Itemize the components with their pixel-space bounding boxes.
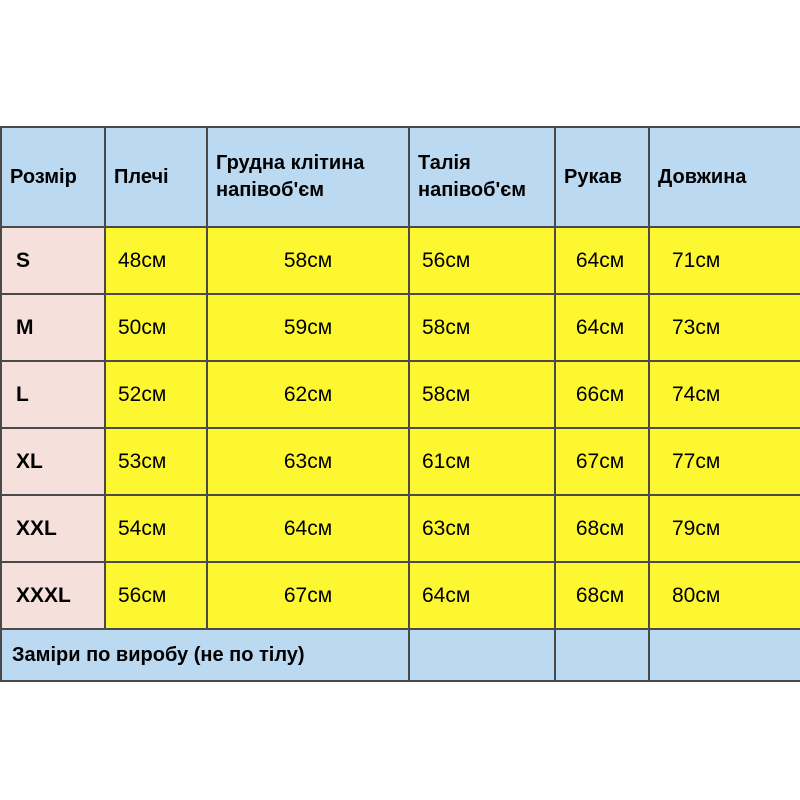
note-empty-cell-waist — [409, 629, 555, 681]
cell-size: M — [1, 294, 105, 361]
column-header-waist — [409, 127, 555, 227]
cell-size: XL — [1, 428, 105, 495]
cell-length: 77см — [649, 428, 800, 495]
cell-waist: 58см — [409, 361, 555, 428]
table-row — [1, 495, 800, 562]
cell-chest: 64см — [207, 495, 409, 562]
cell-sleeve: 68см — [555, 495, 649, 562]
cell-waist: 56см — [409, 227, 555, 294]
column-header-sleeve-label: Рукав — [564, 165, 622, 188]
size-chart-container — [0, 126, 800, 682]
cell-waist: 58см — [409, 294, 555, 361]
cell-length: 74см — [649, 361, 800, 428]
table-row — [1, 428, 800, 495]
cell-waist: 63см — [409, 495, 555, 562]
cell-size: XXXL — [1, 562, 105, 629]
cell-waist: 61см — [409, 428, 555, 495]
cell-sleeve: 64см — [555, 227, 649, 294]
cell-shoulders: 56см — [105, 562, 207, 629]
cell-sleeve: 67см — [555, 428, 649, 495]
cell-sleeve: 68см — [555, 562, 649, 629]
table-row — [1, 562, 800, 629]
table-note-row — [1, 629, 800, 681]
column-header-waist-label: Талія напівоб'єм — [418, 152, 527, 201]
column-header-length-label: Довжина — [658, 165, 747, 188]
table-header-row — [1, 127, 800, 227]
cell-sleeve: 64см — [555, 294, 649, 361]
table-row — [1, 227, 800, 294]
note-empty-cell-length — [649, 629, 800, 681]
cell-length: 73см — [649, 294, 800, 361]
cell-length: 80см — [649, 562, 800, 629]
cell-length: 71см — [649, 227, 800, 294]
size-chart-table — [0, 126, 800, 682]
table-row — [1, 361, 800, 428]
column-header-size-label: Розмір — [10, 165, 77, 188]
cell-shoulders: 48см — [105, 227, 207, 294]
cell-size: S — [1, 227, 105, 294]
column-header-shoulders-label: Плечі — [114, 165, 169, 188]
cell-shoulders: 52см — [105, 361, 207, 428]
column-header-length — [649, 127, 800, 227]
cell-chest: 59см — [207, 294, 409, 361]
cell-shoulders: 50см — [105, 294, 207, 361]
measurement-note-label: Заміри по виробу (не по тілу) — [12, 643, 305, 666]
cell-chest: 67см — [207, 562, 409, 629]
cell-chest: 62см — [207, 361, 409, 428]
cell-size: XXL — [1, 495, 105, 562]
cell-sleeve: 66см — [555, 361, 649, 428]
column-header-size — [1, 127, 105, 227]
cell-waist: 64см — [409, 562, 555, 629]
note-empty-cell-sleeve — [555, 629, 649, 681]
column-header-shoulders — [105, 127, 207, 227]
cell-chest: 58см — [207, 227, 409, 294]
cell-shoulders: 53см — [105, 428, 207, 495]
cell-size: L — [1, 361, 105, 428]
column-header-chest-label: Грудна клітина напівоб'єм — [216, 152, 365, 201]
cell-shoulders: 54см — [105, 495, 207, 562]
column-header-sleeve — [555, 127, 649, 227]
table-row — [1, 294, 800, 361]
cell-length: 79см — [649, 495, 800, 562]
cell-chest: 63см — [207, 428, 409, 495]
column-header-chest — [207, 127, 409, 227]
measurement-note — [1, 629, 409, 681]
